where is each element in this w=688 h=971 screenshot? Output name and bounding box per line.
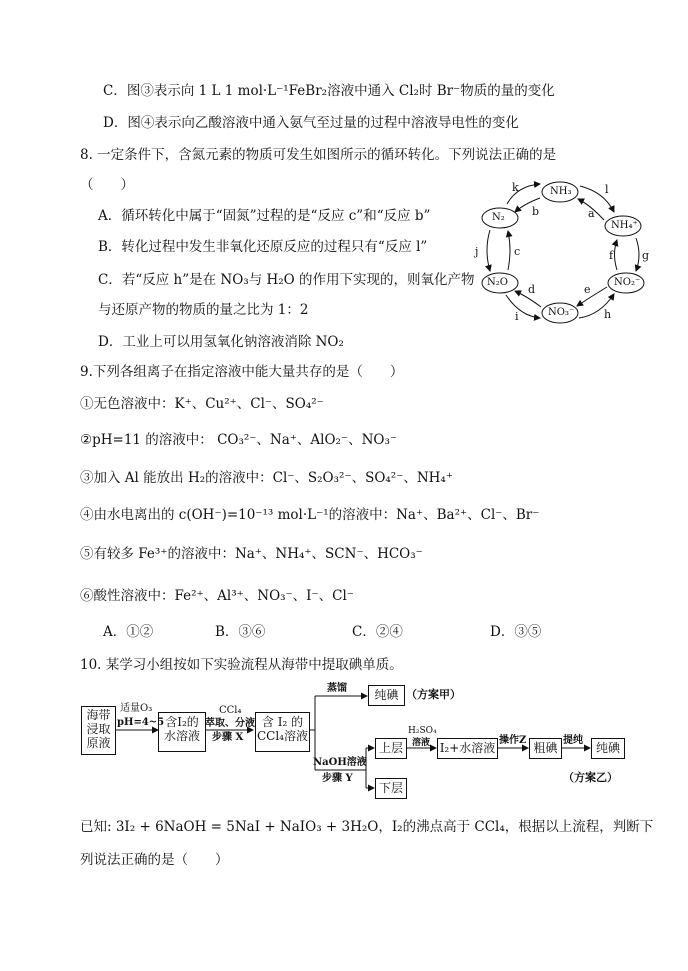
q9-choice-d: D．③⑤	[490, 624, 542, 640]
q9-item-2: ②pH=11 的溶液中： CO₃²⁻、Na⁺、AlO₂⁻、NO₃⁻	[80, 432, 398, 448]
q8-option-a: A．循环转化中属于“固氮”过程的是“反应 c”和“反应 b”	[98, 208, 431, 224]
flow-box-iodine-ccl4-line1: 含 I₂ 的	[261, 715, 304, 729]
flow-box-pure-iodine-b: 纯碘	[591, 738, 625, 759]
node-no2: NO₂⁻	[614, 277, 641, 288]
flow-box-iodine-ccl4-line2: CCl₄溶液	[256, 729, 308, 743]
label-e: e	[584, 283, 591, 296]
q9-item-3: ③加入 Al 能放出 H₂的溶液中：Cl⁻、S₂O₃²⁻、SO₄²⁻、NH₄⁺	[80, 470, 453, 486]
flow-box-crude-iodine: 粗碘	[529, 738, 562, 759]
flow-box-kelp-extract	[81, 706, 116, 755]
node-nh4: NH₄⁺	[611, 220, 638, 231]
flow-label-plan-b: （方案乙）	[563, 771, 618, 784]
node-no3: NO₃⁻	[548, 307, 575, 318]
q8-answer-paren: （ ）	[80, 177, 134, 193]
q7-option-d: D．图④表示向乙酸溶液中通入氨气至过量的过程中溶液导电性的变化	[103, 115, 519, 131]
label-d: d	[528, 283, 536, 296]
label-a: a	[588, 207, 595, 220]
flow-label-step-x: 步骤 X	[212, 732, 244, 743]
flow-box-pure-iodine-a: 纯碘	[368, 685, 405, 706]
q9-item-5: ⑤有较多 Fe³⁺的溶液中：Na⁺、NH₄⁺、SCN⁻、HCO₃⁻	[80, 546, 423, 562]
q9-choice-a: A．①②	[103, 624, 154, 640]
q8-option-b: B．转化过程中发生非氧化还原反应的过程只有“反应 l”	[98, 239, 428, 255]
flow-label-solution: 溶液	[412, 738, 431, 748]
label-b: b	[532, 205, 540, 218]
q10-known: 已知: 3I₂ + 6NaOH = 5NaI + NaIO₃ + 3H₂O，I₂的沸点高于 CCl₄，根据以上流程，判断下	[80, 819, 654, 835]
flow-box-iodine-water: I₂+水溶液	[437, 738, 498, 759]
flow-box-kelp-extract-line2: 浸取	[86, 722, 111, 736]
q9-item-6: ⑥酸性溶液中：Fe²⁺、Al³⁺、NO₃⁻、I⁻、Cl⁻	[80, 588, 354, 604]
flow-box-upper-layer: 上层	[375, 738, 407, 759]
q8-option-c: C．若“反应 h”是在 NO₃与 H₂O 的作用下实现的，则氧化产物	[98, 272, 475, 288]
q10-stem-cont: 列说法正确的是（ ）	[80, 852, 229, 868]
node-n2o: N₂O	[487, 277, 508, 288]
flow-label-refine: 提纯	[563, 735, 583, 746]
node-n2: N₂	[492, 212, 505, 223]
label-l: l	[605, 183, 609, 196]
q9-choice-b: B．③⑥	[215, 624, 266, 640]
node-nh3: NH₃	[550, 186, 572, 197]
label-i: i	[515, 310, 519, 323]
flow-box-kelp-extract-line1: 海带	[86, 708, 111, 722]
flow-box-iodine-aqueous	[158, 712, 206, 752]
label-h: h	[604, 308, 612, 321]
q8-stem: 8. 一定条件下，含氮元素的物质可发生如图所示的循环转化。下列说法正确的是	[80, 147, 557, 163]
flow-label-plan-a: （方案甲）	[406, 688, 461, 701]
flow-label-extract: 萃取、分液	[205, 718, 255, 729]
label-c: c	[514, 245, 521, 258]
flow-label-ph: pH=4~5	[117, 717, 165, 728]
label-j: j	[475, 245, 479, 258]
q8-option-d: D．工业上可以用氢氧化钠溶液消除 NO₂	[98, 334, 344, 350]
flow-box-iodine-aqueous-line2: 水溶液	[163, 729, 200, 743]
flow-label-ccl4: CCl₄	[219, 705, 242, 716]
flow-box-iodine-aqueous-line1: 含I₂的	[165, 715, 199, 729]
q9-item-1: ①无色溶液中：K⁺、Cu²⁺、Cl⁻、SO₄²⁻	[80, 396, 324, 412]
label-g: g	[642, 249, 650, 262]
q7-option-c: C．图③表示向 1 L 1 mol·L⁻¹FeBr₂溶液中通入 Cl₂时 Br⁻物质的量的变化	[103, 83, 555, 99]
flow-label-step-y: 步骤 Y	[322, 773, 353, 784]
flow-label-op-z: 操作Z	[499, 735, 527, 746]
q8-option-c-cont: 与还原产物的物质的量之比为 1：2	[98, 302, 309, 318]
flow-box-kelp-extract-line3: 原液	[86, 736, 111, 750]
label-k: k	[512, 181, 519, 194]
q10-stem: 10. 某学习小组按如下实验流程从海带中提取碘单质。	[80, 657, 403, 673]
label-f: f	[609, 249, 614, 262]
flow-label-h2so4: H₂SO₄	[408, 726, 437, 736]
q9-choice-c: C．②④	[352, 624, 403, 640]
q9-item-4: ④由水电离出的 c(OH⁻)=10⁻¹³ mol·L⁻¹的溶液中：Na⁺、Ba²⁺、Cl⁻、Br⁻	[80, 507, 540, 523]
flow-label-naoh: NaOH溶液	[313, 757, 367, 768]
flow-box-lower-layer: 下层	[375, 778, 407, 799]
q9-stem: 9.下列各组离子在指定溶液中能大量共存的是（ ）	[80, 364, 404, 380]
flow-label-distill: 蒸馏	[327, 683, 347, 694]
flow-label-ozone: 适量O₃	[120, 703, 153, 714]
flow-box-iodine-ccl4	[255, 712, 310, 752]
